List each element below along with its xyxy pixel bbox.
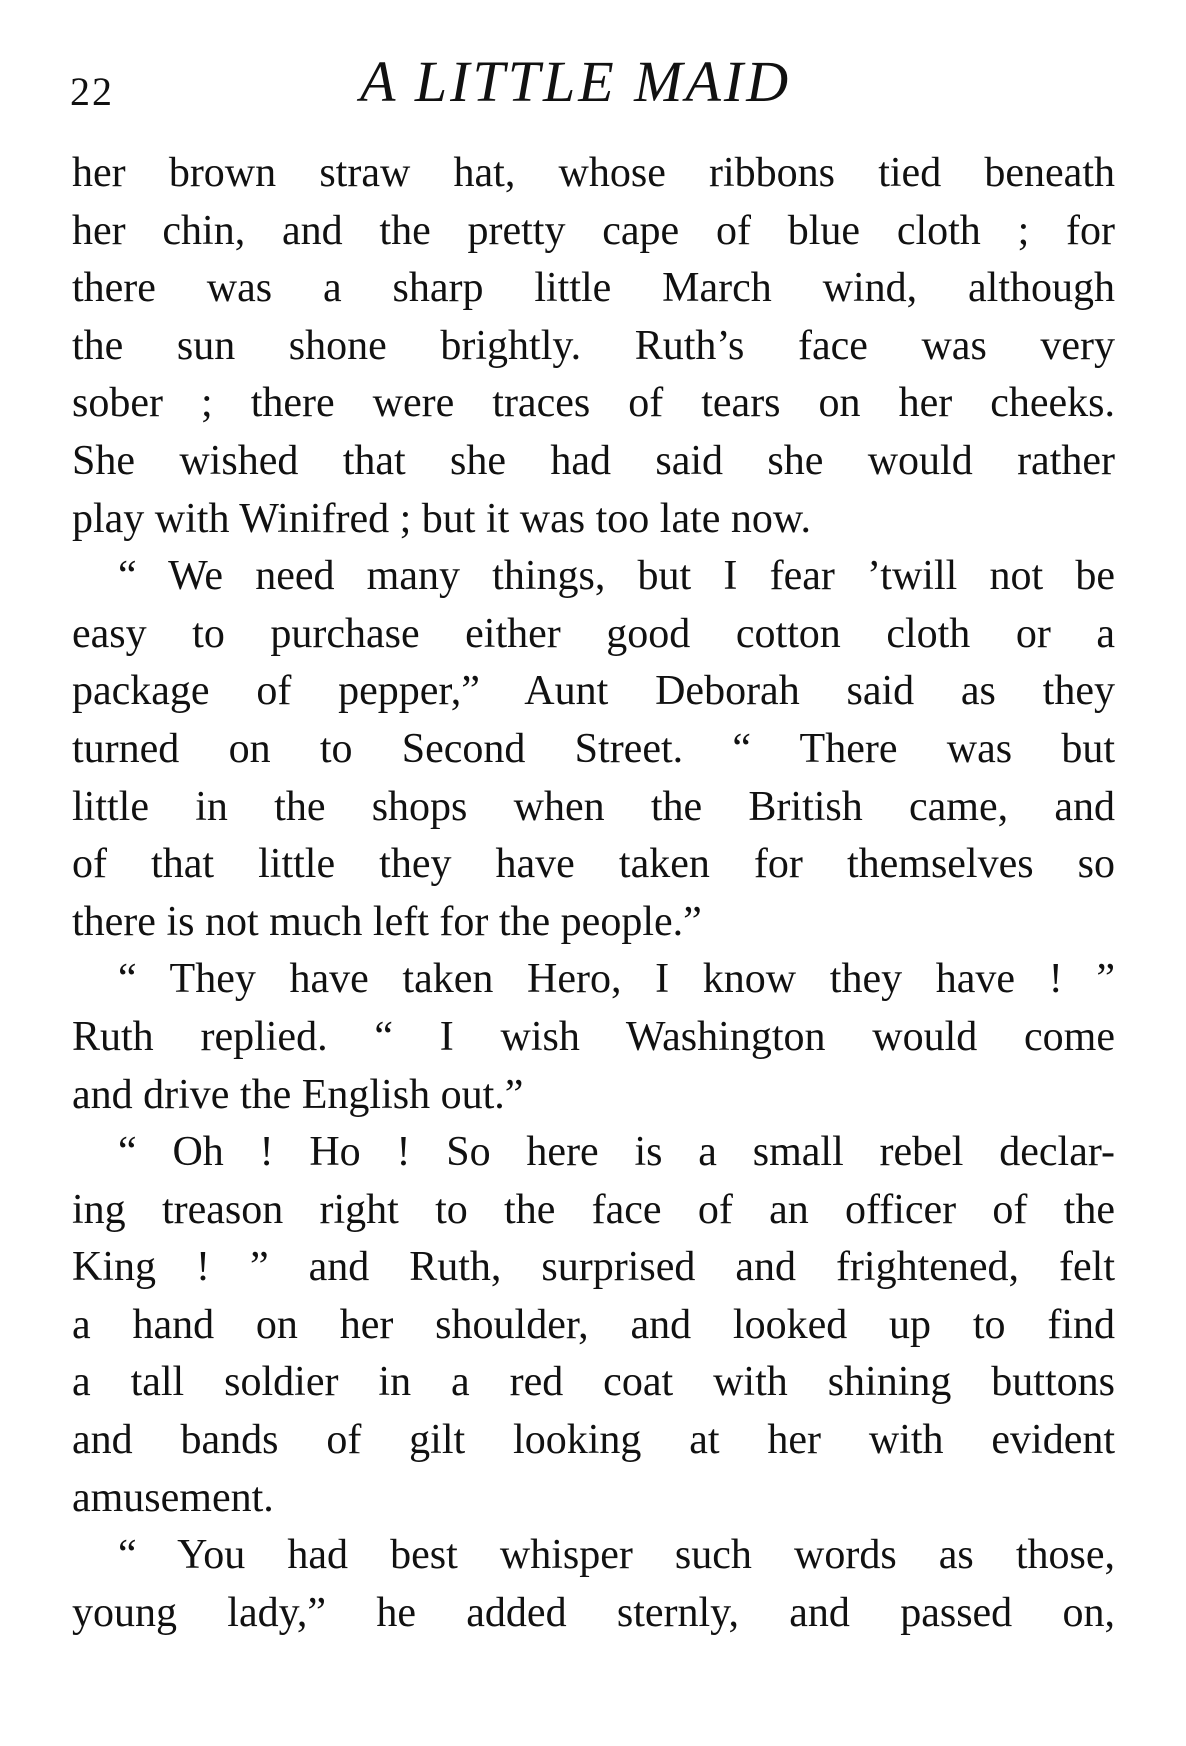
- text-line: package of pepper,” Aunt Deborah said as they: [72, 668, 1115, 715]
- text-line: the sun shone brightly. Ruth’s face was very: [72, 322, 1115, 369]
- text-line: her chin, and the pretty cape of blue cloth ; for: [72, 207, 1115, 254]
- text-line: King ! ” and Ruth, surprised and frightened, felt: [72, 1244, 1115, 1291]
- text-line: turned on to Second Street. “ There was but: [72, 725, 1115, 772]
- text-line: a tall soldier in a red coat with shining buttons: [72, 1359, 1115, 1406]
- text-line: there was a sharp little March wind, although: [72, 265, 1115, 312]
- running-title: A LITTLE MAID: [360, 49, 792, 114]
- text-line: her brown straw hat, whose ribbons tied beneath: [72, 150, 1115, 196]
- text-line: there is not much left for the people.”: [72, 898, 702, 945]
- text-line: little in the shops when the British came, and: [72, 783, 1115, 830]
- text-line: young lady,” he added sternly, and passed on,: [72, 1589, 1115, 1636]
- text-line: ing treason right to the face of an officer of the: [72, 1186, 1115, 1233]
- text-line: easy to purchase either good cotton cloth or a: [72, 610, 1115, 657]
- text-line: and drive the English out.”: [72, 1071, 524, 1118]
- text-line: “ We need many things, but I fear ’twill not be: [118, 553, 1115, 600]
- text-line: Ruth replied. “ I wish Washington would come: [72, 1013, 1115, 1060]
- text-line: play with Winifred ; but it was too late now.: [72, 495, 812, 542]
- text-line: She wished that she had said she would rather: [72, 437, 1115, 484]
- text-line: “ They have taken Hero, I know they have ! ”: [118, 956, 1115, 1003]
- text-line: and bands of gilt looking at her with evident: [72, 1417, 1115, 1464]
- text-line: sober ; there were traces of tears on her cheeks.: [72, 380, 1115, 427]
- page-number: 22: [70, 69, 114, 114]
- body-text: [72, 145, 1115, 1642]
- running-head: [70, 48, 1120, 118]
- text-line: “ Oh ! Ho ! So here is a small rebel declar-: [118, 1129, 1115, 1176]
- text-line: amusement.: [72, 1474, 274, 1521]
- text-line: a hand on her shoulder, and looked up to find: [72, 1301, 1115, 1348]
- text-line: “ You had best whisper such words as those,: [118, 1532, 1115, 1579]
- text-line: of that little they have taken for themselves so: [72, 841, 1115, 888]
